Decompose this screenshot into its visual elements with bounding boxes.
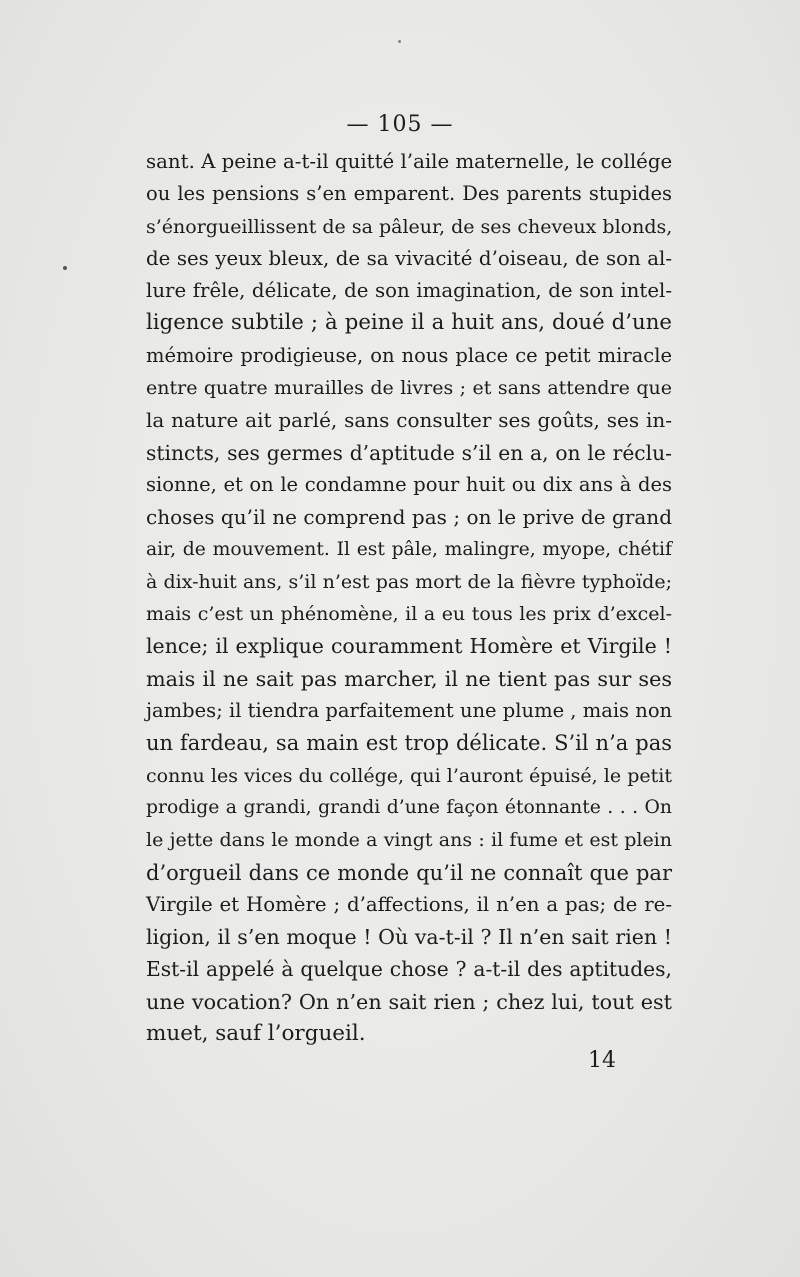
text-line: ou les pensions s’en emparent. Des parents stupides xyxy=(146,182,672,206)
text-line: lure frêle, délicate, de son imagination, de son intel- xyxy=(146,279,672,303)
text-line: une vocation? On n’en sait rien ; chez lui, tout est xyxy=(146,989,672,1014)
text-line: entre quatre murailles de livres ; et sans attendre que xyxy=(146,377,672,400)
text-line: la nature ait parlé, sans consulter ses goûts, ses in- xyxy=(146,408,672,433)
ink-speck xyxy=(398,40,401,43)
text-line: Est-il appelé à quelque chose ? a-t-il des aptitudes, xyxy=(146,957,672,982)
text-line: lence; il explique couramment Homère et Virgile ! xyxy=(146,634,672,659)
signature-mark: 14 xyxy=(588,1048,616,1073)
text-line: le jette dans le monde a vingt ans : il fume et est plein xyxy=(146,829,672,852)
text-line: choses qu’il ne comprend pas ; on le prive de grand xyxy=(146,505,672,530)
ink-speck xyxy=(63,266,67,270)
text-line: prodige a grandi, grandi d’une façon étonnante . . . On xyxy=(146,796,672,818)
text-line: à dix-huit ans, s’il n’est pas mort de la fièvre typhoïde; xyxy=(146,570,672,593)
text-line: air, de mouvement. Il est pâle, malingre, myope, chétif xyxy=(146,538,672,560)
body-text xyxy=(146,146,672,1050)
text-line: ligion, il s’en moque ! Où va-t-il ? Il n’en sait rien ! xyxy=(146,925,672,950)
text-line: sionne, et on le condamne pour huit ou dix ans à des xyxy=(146,472,672,496)
text-line: jambes; il tiendra parfaitement une plume , mais non xyxy=(146,699,673,723)
text-line: Virgile et Homère ; d’affections, il n’en a pas; de re- xyxy=(146,892,672,916)
text-line: ligence subtile ; à peine il a huit ans, doué d’une xyxy=(146,310,672,336)
text-line: de ses yeux bleux, de sa vivacité d’oiseau, de son al- xyxy=(146,246,672,270)
text-line: mémoire prodigieuse, on nous place ce petit miracle xyxy=(146,343,672,367)
page-number: — 105 — xyxy=(346,112,454,137)
text-line: mais c’est un phénomène, il a eu tous les prix d’excel- xyxy=(146,603,672,626)
text-line: connu les vices du collége, qui l’auront épuisé, le petit xyxy=(146,764,672,787)
text-line: mais il ne sait pas marcher, il ne tient pas sur ses xyxy=(146,666,672,691)
text-line: d’orgueil dans ce monde qu’il ne connaît que par xyxy=(146,860,672,885)
text-line: stincts, ses germes d’aptitude s’il en a, on le réclu- xyxy=(146,440,672,465)
text-line: sant. A peine a-t-il quitté l’aile maternelle, le collége xyxy=(146,150,673,173)
text-line: s’énorgueillissent de sa pâleur, de ses cheveux blonds, xyxy=(146,215,673,238)
text-line: muet, sauf l’orgueil. xyxy=(146,1021,366,1047)
text-line: un fardeau, sa main est trop délicate. S’il n’a pas xyxy=(146,731,672,756)
